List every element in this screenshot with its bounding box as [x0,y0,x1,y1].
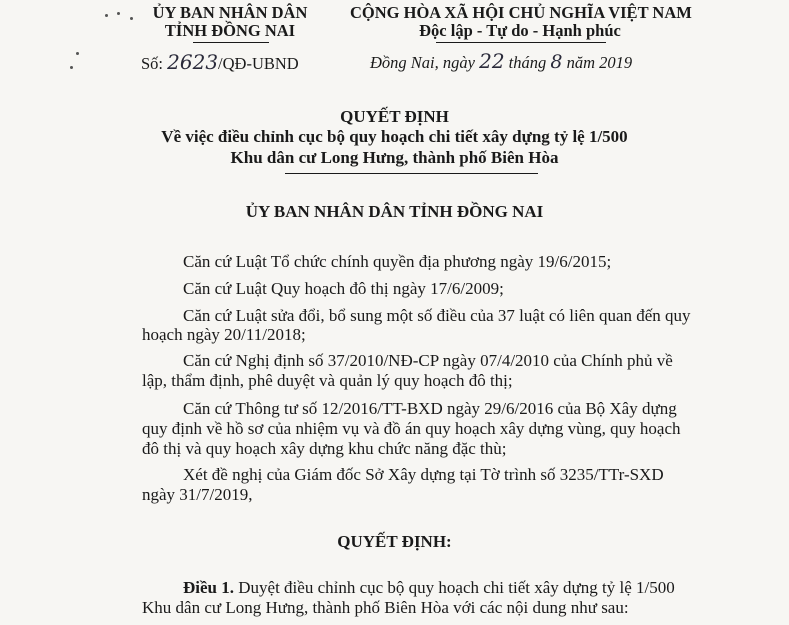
nation-name: CỘNG HÒA XÃ HỘI CHỦ NGHĨA VIỆT NAM [350,3,692,22]
preamble-line: lập, thẩm định, phê duyệt và quản lý quy hoạch đô thị; [142,371,513,390]
date-prefix: Đồng Nai, ngày [370,53,475,72]
preamble-line: Căn cứ Luật Tổ chức chính quyền địa phương ngày 19/6/2015; [183,252,612,271]
number-prefix: Số: [141,54,164,73]
preamble-line: Căn cứ Luật sửa đổi, bổ sung một số điều của 37 luật có liên quan đến quy [183,306,691,325]
article-1-text-1: Duyệt điều chỉnh cục bộ quy hoạch chi tiết xây dựng tỷ lệ 1/500 [238,578,675,597]
issue-date [370,49,632,73]
date-month: 8 [550,51,563,73]
header-left-rule [193,42,269,43]
scan-speck [70,66,73,69]
scan-speck [105,14,108,17]
preamble-line: Căn cứ Thông tư số 12/2016/TT-BXD ngày 29/6/2016 của Bộ Xây dựng [183,399,677,418]
document-subtitle-1: Về việc điều chỉnh cục bộ quy hoạch chi tiết xây dựng tỷ lệ 1/500 [161,127,628,146]
preamble-line: ngày 31/7/2019, [142,485,253,504]
date-month-label: tháng [508,53,547,72]
preamble-line: hoạch ngày 20/11/2018; [142,325,306,344]
document-number [141,50,299,74]
preamble-line: đô thị và quy hoạch xây dựng khu chức năng đặc thù; [142,439,507,458]
agency-name: ỦY BAN NHÂN DÂN [152,3,308,22]
province-name: TỈNH ĐỒNG NAI [164,21,296,40]
number-suffix: /QĐ-UBND [218,54,299,73]
decision-heading: QUYẾT ĐỊNH: [337,532,452,551]
preamble-line: Căn cứ Luật Quy hoạch đô thị ngày 17/6/2009; [183,279,504,298]
title-rule [285,173,538,174]
article-1-label: Điều 1. [183,578,234,597]
header-right-rule [436,42,606,43]
scan-speck [76,52,79,55]
number-handwritten: 2623 [167,50,219,74]
preamble-line: quy định về hồ sơ của nhiệm vụ và đồ án quy hoạch xây dựng vùng, quy hoạch [142,419,681,438]
preamble-line: Xét đề nghị của Giám đốc Sở Xây dựng tại Tờ trình số 3235/TTr-SXD [183,465,664,484]
document-subtitle-2: Khu dân cư Long Hưng, thành phố Biên Hòa [230,148,559,167]
document-title: QUYẾT ĐỊNH [340,107,449,126]
date-day: 22 [479,49,505,73]
issuing-authority: ỦY BAN NHÂN DÂN TỈNH ĐỒNG NAI [245,202,544,221]
scan-speck [117,12,120,15]
scan-speck [130,17,133,20]
national-motto: Độc lập - Tự do - Hạnh phúc [419,21,621,40]
preamble-line: Căn cứ Nghị định số 37/2010/NĐ-CP ngày 07/4/2010 của Chính phủ về [183,351,673,370]
article-1-line-2: Khu dân cư Long Hưng, thành phố Biên Hòa với các nội dung như sau: [142,598,629,617]
article-1-line-1 [183,578,675,598]
date-year: năm 2019 [566,53,633,72]
